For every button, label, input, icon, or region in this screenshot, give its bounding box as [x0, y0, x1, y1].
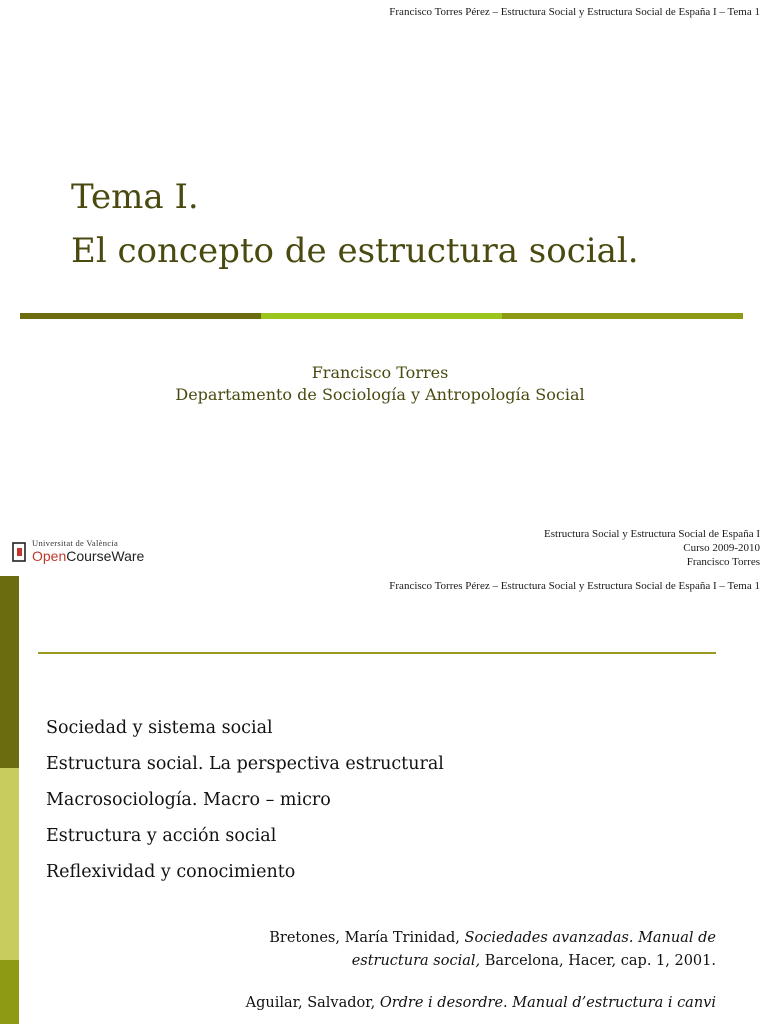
course-author: Francisco Torres — [686, 556, 760, 568]
bibliography — [196, 927, 716, 1024]
reference-item — [196, 992, 716, 1015]
reference-author: Bretones, María Trinidad, — [269, 930, 460, 946]
contents-slide — [0, 572, 768, 1024]
title-line-2: El concepto de estructura social. — [71, 231, 639, 271]
divider-segment-dark — [20, 313, 261, 319]
logo-ocw-open: Open — [32, 548, 67, 564]
side-bar-segment-dark — [0, 576, 19, 768]
side-accent-bar — [0, 576, 19, 1024]
topic-item: Sociedad y sistema social — [46, 718, 273, 738]
logo-ocw-rest: CourseWare — [66, 548, 145, 564]
topic-item: Estructura y acción social — [46, 826, 277, 846]
divider-segment-lime — [261, 313, 502, 319]
topic-item: Macrosociología. Macro – micro — [46, 790, 331, 810]
side-bar-segment-light — [0, 768, 19, 960]
reference-author: Aguilar, Salvador, — [245, 995, 376, 1011]
opencourseware-logo — [12, 538, 172, 568]
logo-ocw-text — [32, 548, 144, 564]
running-header: Francisco Torres Pérez – Estructura Social y Estructura Social de España I – Tema 1 — [389, 6, 760, 18]
topic-item: Estructura social. La perspectiva estructural — [46, 754, 444, 774]
department-name: Departamento de Sociología y Antropología Social — [175, 385, 585, 404]
author-block — [0, 362, 760, 406]
reference-publisher: Barcelona, Hacer, cap. 1, 2001. — [484, 953, 716, 969]
running-header: Francisco Torres Pérez – Estructura Social y Estructura Social de España I – Tema 1 — [389, 580, 760, 592]
author-name: Francisco Torres — [311, 363, 449, 382]
topic-item: Reflexividad y conocimiento — [46, 862, 296, 882]
course-name: Estructura Social y Estructura Social de España I — [544, 528, 760, 540]
header-divider — [38, 652, 716, 654]
slide-title — [71, 170, 639, 278]
title-line-1: Tema I. — [71, 177, 199, 217]
reference-item — [196, 927, 716, 973]
reference-title: Ordre i desordre. Manual d’estructura i canvi — [379, 995, 716, 1011]
course-year: Curso 2009-2010 — [683, 542, 760, 554]
title-divider — [20, 313, 743, 319]
topic-list — [46, 710, 444, 890]
course-meta — [544, 527, 760, 569]
reference-title: Sociedades avanzadas. Manual de estructura social, — [351, 930, 716, 969]
side-bar-segment-olive — [0, 960, 19, 1024]
ocw-logo-icon — [12, 542, 26, 562]
divider-segment-olive — [502, 313, 743, 319]
logo-university-text: Universitat de València — [32, 538, 119, 548]
